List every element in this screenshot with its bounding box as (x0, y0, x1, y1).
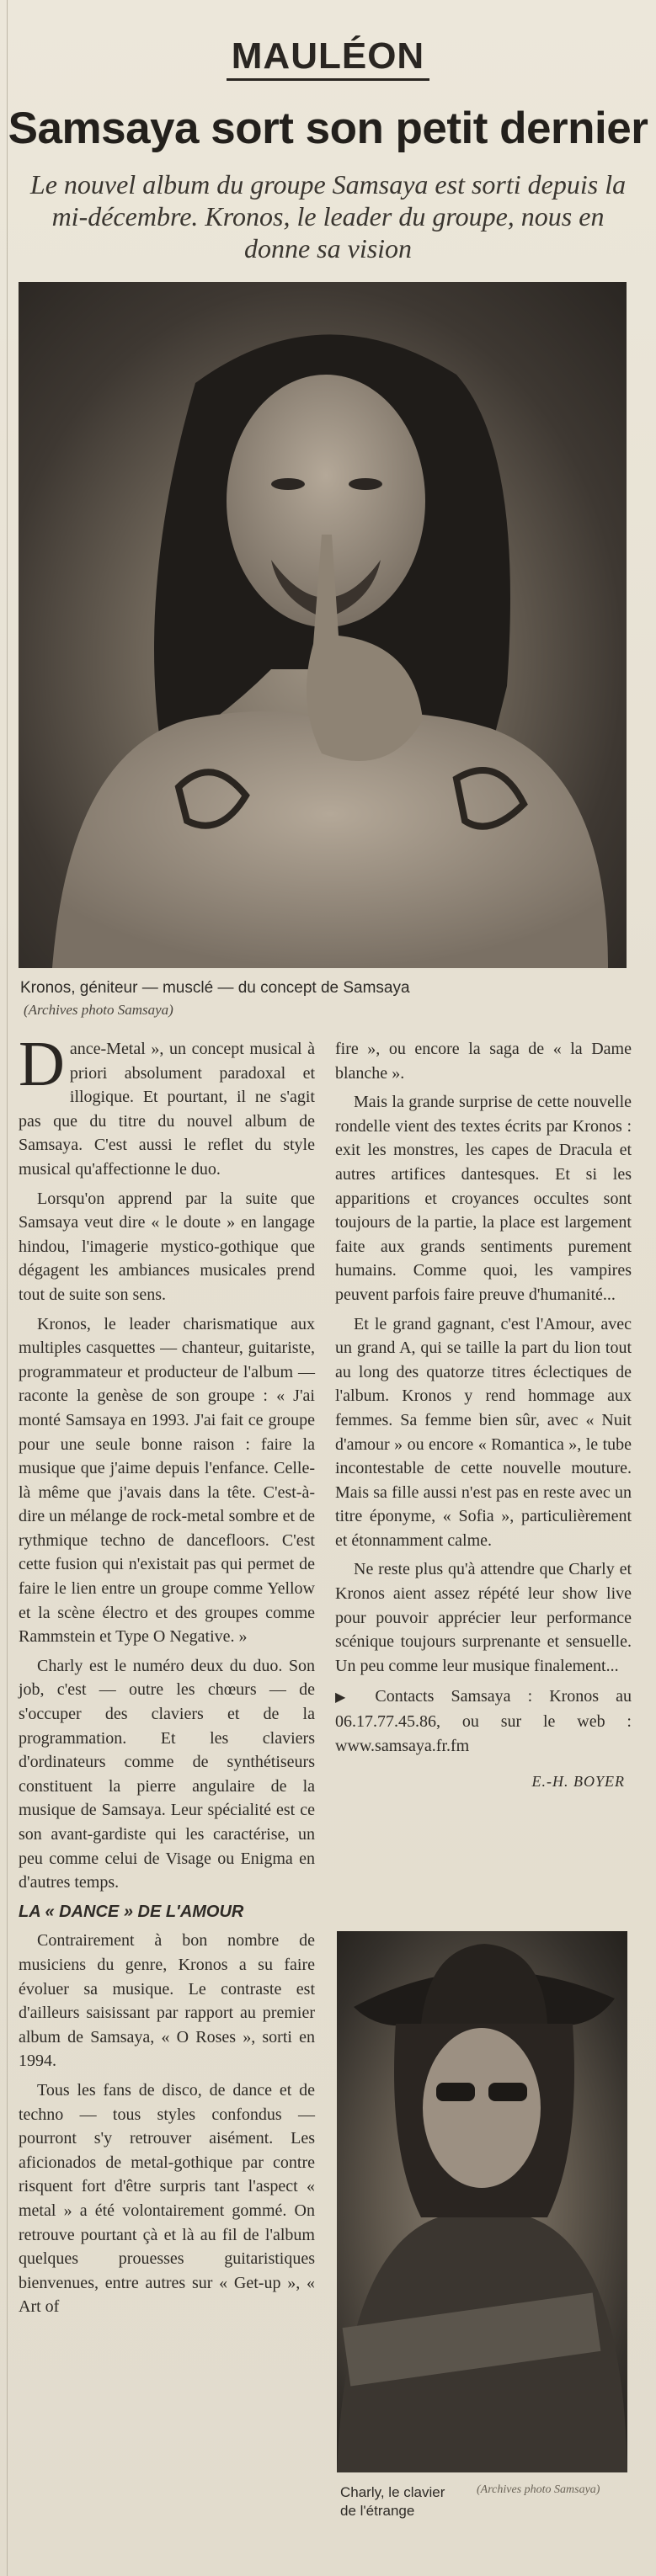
contact-text: Contacts Samsaya : Kronos au 06.17.77.45.86, ou sur le web : www.samsaya.fr.fm (335, 1687, 632, 1755)
secondary-photo (337, 1931, 627, 2472)
section-kicker (0, 35, 656, 77)
contact-info (335, 1685, 632, 1758)
caption-line: Charly, le clavier (340, 2484, 445, 2500)
paragraph: Lorsqu'on apprend par la suite que Samsaya veut dire « le doute » en langage hindou, l'imagerie mystico-gothique que dégagent les ambiances musicales prend tout de suite son sens. (19, 1189, 315, 1304)
secondary-photo-credit: (Archives photo Samsaya) (477, 2483, 600, 2496)
byline: E.-H. BOYER (531, 1773, 625, 1791)
caption-line: de l'étrange (340, 2503, 415, 2519)
paragraph: Kronos, le leader charismatique aux multiples casquettes — chanteur, guitariste, programmateur et producteur de l'album — raconte la genèse de son groupe : « J'ai monté Samsaya en 1993. J'ai fait ce groupe pour une seule bonne raison : faire la musique que j'aime depuis l'enfance. Celle-là même que j'avais dans la tête. C'est-à-dire un mélange de rock-metal sombre et de rythmique techno de dancefloors. C'est cette fusion qui n'existait pas qui permet de faire le lien entre un groupe comme Yellow et la scène électro et des groupes comme Rammstein et Type O Negative. » (19, 1314, 315, 1647)
paragraph: Tous les fans de disco, de dance et de techno — tous styles confondus — pourront s'y retrouver aisément. Les aficionados de metal-gothique par contre risquent fort d'être surpris tant l'aspect « metal » a été volontairement gommé. On retrouve pourtant çà et là au fil de l'album quelques prouesses guitaristiques bienvenues, entre autres sur « Get-up », « Art of (19, 2080, 315, 2317)
main-photo (19, 282, 627, 968)
dropcap: D (19, 1029, 65, 1099)
main-photo-caption: Kronos, géniteur — musclé — du concept de Samsaya (20, 979, 410, 997)
section-name: MAULÉON (227, 35, 429, 81)
subheading: LA « DANCE » DE L'AMOUR (19, 1902, 244, 1921)
main-photo-credit: (Archives photo Samsaya) (24, 1002, 173, 1018)
portrait-illustration (19, 282, 627, 968)
standfirst: Le nouvel album du groupe Samsaya est sorti depuis la mi-décembre. Kronos, le leader du groupe, nous en donne sa vision (29, 169, 627, 263)
page-edge-rule (7, 0, 8, 2576)
paragraph (19, 1029, 315, 1182)
paragraph: Contrairement à bon nombre de musiciens du genre, Kronos a su faire évoluer sa musique. Le contraste est d'ailleurs saisissant par rapport au premier album de Samsaya, « O Roses », sorti en 1994. (19, 1931, 315, 2071)
eye-right (349, 478, 382, 490)
eye-left (271, 478, 305, 490)
secondary-photo-caption (340, 2483, 445, 2520)
paragraph: Et le grand gagnant, c'est l'Amour, avec un grand A, qui se taille la part du lion tout au long des quatorze titres éclectiques de l'album. Kronos y rend hommage aux femmes. Sa femme bien sûr, avec « Nuit d'amour » ou encore « Romantica », le tube incontestable de cette nouvelle mouture. Mais sa fille aussi n'est pas en reste avec un titre éponyme, « Sofia », particulièrement et étonnamment calme. (335, 1314, 632, 1550)
paragraph-text: ance-Metal », un concept musical à priori absolument paradoxal et illogique. Et pourtant, il ne s'agit pas que du titre du nouvel album de Samsaya. C'est aussi le reflet du style musical qu'affectionne le duo. (19, 1040, 315, 1179)
sunglasses-left (436, 2083, 475, 2101)
paragraph: Ne reste plus qu'à attendre que Charly et Kronos aient assez répété leur show live pour pouvoir apprécier leur performance scénique toujours surprenante et sensuelle. Un peu comme leur musique finalement... (335, 1560, 632, 1675)
paragraph: Charly est le numéro deux du duo. Son job, c'est — outre les chœurs — de s'occuper des claviers et de la programmation. Et les claviers d'ordinateurs comme de synthétiseurs constituent la pierre angulaire de la musique de Samsaya. Leur spécialité est ce son avant-gardiste qui les caractérise, un peu comme celui de Visage ou Enigma en d'autres temps. (19, 1656, 315, 1892)
secondary-portrait-illustration (337, 1931, 627, 2472)
article-column-1 (19, 1029, 315, 2324)
sunglasses-right (488, 2083, 527, 2101)
paragraph: fire », ou encore la saga de « la Dame blanche ». (335, 1040, 632, 1083)
hat-crown (421, 1944, 547, 2024)
face-shape (423, 2028, 541, 2188)
paragraph: Mais la grande surprise de cette nouvelle rondelle vient des textes écrits par Kronos : exit les monstres, les capes de Dracula et autres artifices dantesques. Et si les apparitions et croyances occultes sont toujours de la partie, la place est largement faite aux grands sentiments purement humains. Comme quoi, les vampires peuvent parfois faire preuve d'humanité... (335, 1093, 632, 1304)
article-column-2 (335, 1037, 632, 1802)
headline: Samsaya sort son petit dernier (8, 104, 648, 153)
arrow-icon: ▶ (335, 1689, 359, 1706)
